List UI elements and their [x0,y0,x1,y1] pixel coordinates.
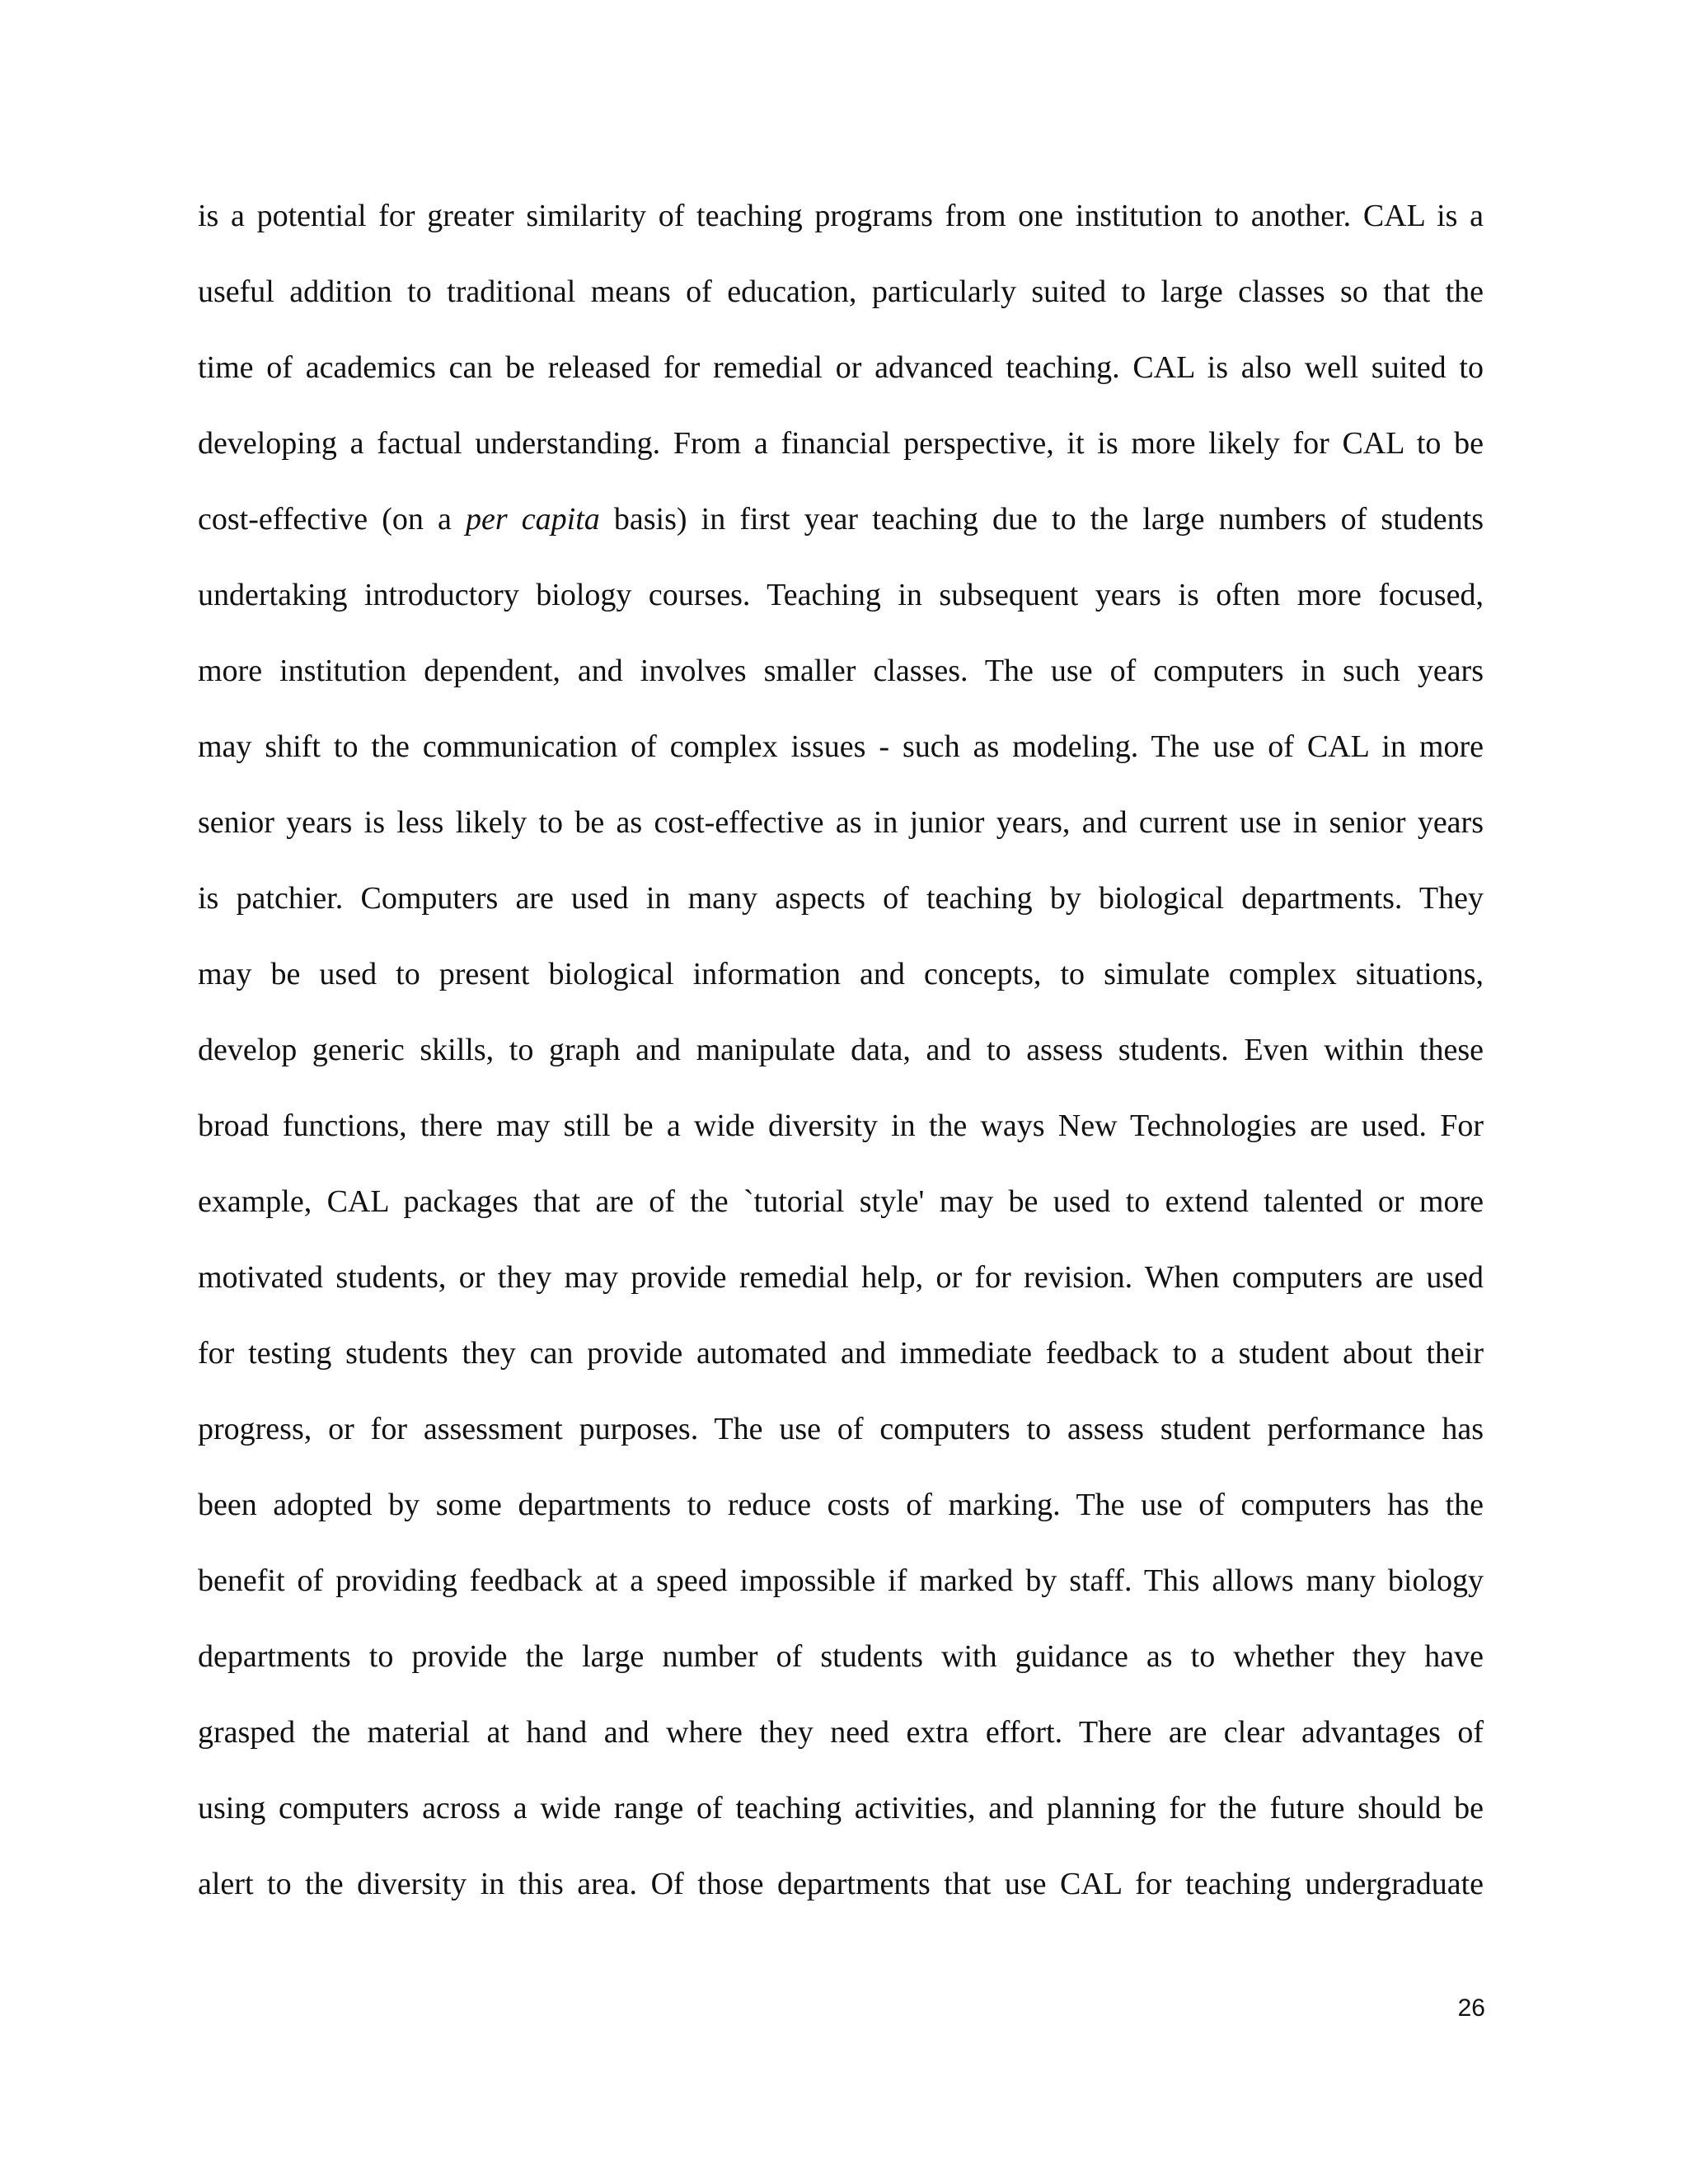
line-text: been adopted by some departments to reduce costs of marking. The use of computers has the [198,1488,1484,1522]
text-line-12 [198,1027,1484,1103]
line-text: for testing students they can provide automated and immediate feedback to a student about their [198,1336,1484,1371]
line-text: broad functions, there may still be a wide diversity in the ways New Technologies are used. For [198,1108,1484,1143]
text-line-5 [198,496,1484,572]
text-line-19 [198,1558,1484,1633]
text-line-13 [198,1103,1484,1179]
line-text: more institution dependent, and involves smaller classes. The use of computers in such years [198,654,1484,688]
text-line-17 [198,1406,1484,1482]
italic-phrase: per capita [465,502,600,537]
line-text: time of academics can be released for remedial or advanced teaching. CAL is also well suited to [198,350,1484,385]
text-line-9 [198,799,1484,875]
line-text: developing a factual understanding. From a financial perspective, it is more likely for CAL to be [198,426,1484,461]
text-line-20 [198,1633,1484,1709]
line-text: develop generic skills, to graph and manipulate data, and to assess students. Even within these [198,1033,1484,1067]
text-line-6 [198,572,1484,648]
line-text: grasped the material at hand and where they need extra effort. There are clear advantages of [198,1715,1484,1750]
text-line-11 [198,951,1484,1027]
text-line-23 [198,1861,1484,1937]
text-line-3 [198,344,1484,420]
text-line-10 [198,875,1484,951]
line-text: is a potential for greater similarity of teaching programs from one institution to another. CAL is a [198,199,1484,233]
text-line-16 [198,1330,1484,1406]
text-line-18 [198,1482,1484,1558]
line-text: may shift to the communication of complex issues - such as modeling. The use of CAL in more [198,729,1484,764]
line-text: departments to provide the large number of students with guidance as to whether they have [198,1639,1484,1674]
line-text: progress, or for assessment purposes. The use of computers to assess student performance has [198,1412,1484,1446]
text-line-7 [198,648,1484,724]
text-line-21 [198,1709,1484,1785]
line-text: is patchier. Computers are used in many aspects of teaching by biological departments. They [198,881,1484,916]
text-line-22 [198,1785,1484,1861]
line-text: may be used to present biological information and concepts, to simulate complex situations, [198,957,1484,991]
line-text: motivated students, or they may provide remedial help, or for revision. When computers are used [198,1260,1484,1295]
text-line-4 [198,420,1484,496]
line-text: undertaking introductory biology courses. Teaching in subsequent years is often more focused, [198,578,1484,612]
text-line-2 [198,269,1484,344]
line-text: useful addition to traditional means of education, particularly suited to large classes so that the [198,274,1484,309]
line-text: alert to the diversity in this area. Of those departments that use CAL for teaching undergraduate [198,1867,1484,1901]
line-text: cost-effective (on a [198,502,466,537]
text-line-1 [198,193,1484,269]
line-text: basis) in first year teaching due to the large numbers of students [599,502,1484,537]
line-text: example, CAL packages that are of the `tutorial style' may be used to extend talented or more [198,1184,1484,1219]
text-line-8 [198,724,1484,799]
text-line-14 [198,1179,1484,1254]
line-text: using computers across a wide range of teaching activities, and planning for the future should be [198,1791,1484,1825]
line-text: senior years is less likely to be as cost-effective as in junior years, and current use in senior years [198,805,1484,840]
text-line-15 [198,1254,1484,1330]
page-number: 26 [1457,1994,1485,2022]
body-text [198,193,1484,1937]
line-text: benefit of providing feedback at a speed impossible if marked by staff. This allows many biology [198,1563,1484,1598]
